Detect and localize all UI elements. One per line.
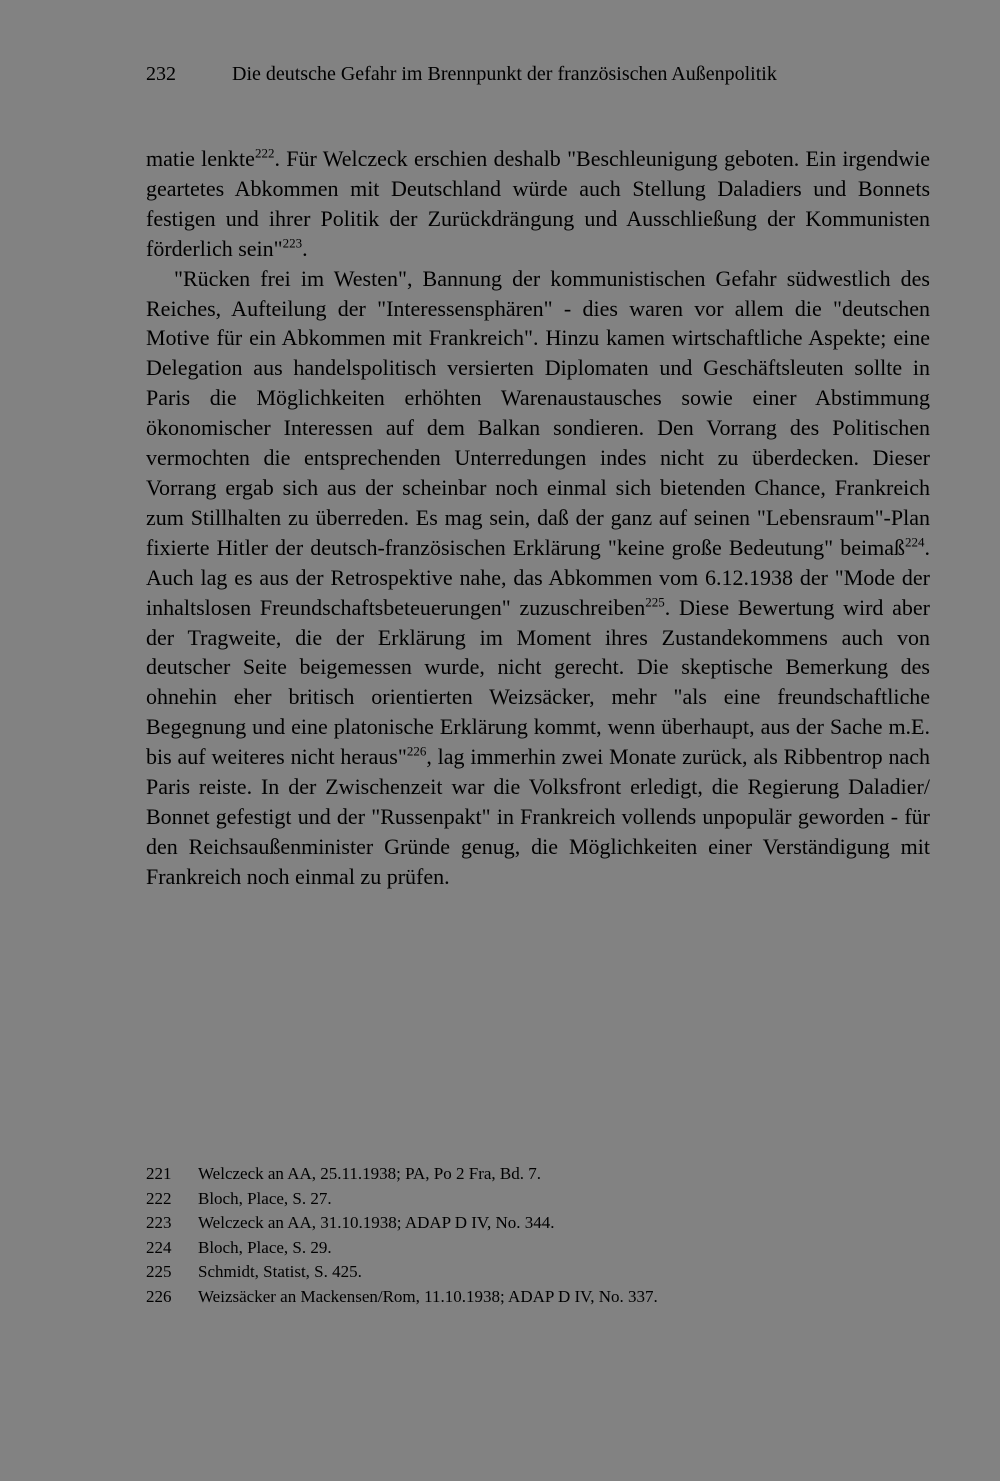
paragraph-2-text-c: . Diese Bewertung wird aber der Tragweite, die der Erklärung im Moment ihres Zustandekommens auch von deutscher Seite beigemessen wurde, nicht gerecht. Die skeptische Bemerkung des ohnehin eher britisch orientierten Weizsäcker, mehr "als eine freundschaftliche Begegnung und eine platonische Erklärung kommt, wenn überhaupt, aus der Sache m.E. bis auf weiteres nicht heraus" bbox=[146, 594, 930, 770]
footnote-text: Welczeck an AA, 31.10.1938; ADAP D IV, No. 344. bbox=[198, 1213, 555, 1232]
footnote-text: Bloch, Place, S. 27. bbox=[198, 1188, 332, 1208]
footnote-number: 226 bbox=[146, 1286, 172, 1306]
paragraph-2-text-d: , lag immerhin zwei Monate zurück, als Ribbentrop nach Paris reiste. In der Zwischenzeit war die Volksfront erledigt, die Regierung Daladier/ Bonnet gefestigt und der "Russenpakt" in Frankreich vollends unpopulär geworden - für den Reichsaußenminister Gründe genug, die Möglichkeiten einer Verständigung mit Frankreich noch einmal zu prüfen. bbox=[146, 744, 930, 889]
paragraph-2-text-b: . Auch lag es aus der Retrospektive nahe, das Abkommen vom 6.12.1938 der "Mode der inhaltslosen Freundschaftsbeteuerungen" zuzuschreiben bbox=[146, 534, 930, 620]
footnote-number: 224 bbox=[146, 1237, 172, 1257]
footnote-ref-226[interactable]: 226 bbox=[406, 743, 427, 759]
paragraph-1-text-c: . bbox=[302, 235, 308, 261]
body-text bbox=[146, 144, 930, 892]
footnote-ref-225[interactable]: 225 bbox=[645, 594, 665, 610]
running-header bbox=[146, 60, 936, 88]
footnote-text: Welczeck an AA, 25.11.1938; PA, Po 2 Fra, Bd. 7. bbox=[198, 1164, 542, 1183]
paragraph-1-text-b: . Für Welczeck erschien deshalb "Beschleunigung geboten. Ein irgendwie geartetes Abkommen mit Deutschland würde auch Stellung Daladiers und Bonnets festigen und ihrer Politik der Zurückdrängung und Ausschließung der Kommunisten förderlich sein" bbox=[146, 146, 930, 261]
footnote-number: 223 bbox=[146, 1213, 172, 1232]
footnote bbox=[146, 1236, 936, 1261]
footnote-text: Schmidt, Statist, S. 425. bbox=[198, 1262, 362, 1281]
footnote bbox=[146, 1285, 936, 1310]
footnote bbox=[146, 1162, 936, 1187]
footnote bbox=[146, 1211, 936, 1236]
page-number: 232 bbox=[146, 63, 176, 85]
footnotes bbox=[146, 1162, 936, 1309]
footnote-ref-223[interactable]: 223 bbox=[282, 235, 303, 251]
footnote-ref-222[interactable]: 222 bbox=[254, 145, 275, 161]
paragraph-1-text-a: matie lenkte bbox=[146, 146, 255, 171]
footnote-number: 222 bbox=[146, 1188, 172, 1208]
paragraph-2-text-a: "Rücken frei im Westen", Bannung der kommunistischen Gefahr südwestlich des Reiches, Aufteilung der "Interessensphären" - dies waren vor allem die "deutschen Motive für ein Abkommen mit Frankreich". Hinzu kamen wirtschaftliche Aspekte; eine Delegation aus handelspolitisch versierten Diplomaten und Geschäftsleuten sollte in Paris die Möglichkeiten erhöhten Warenaustausches sowie einer Abstimmung ökonomischer Interessen auf dem Balkan sondieren. Den Vorrang des Politischen vermochten die entsprechenden Unterredungen indes nicht zu überdecken. Dieser Vorrang ergab sich aus der scheinbar noch einmal sich bietenden Chance, Frankreich zum Stillhalten zu überreden. Es mag sein, daß der ganz auf seinen "Lebensraum"-Plan fixierte Hitler der deutsch-französischen Erklärung "keine große Bedeutung" beimaß bbox=[146, 265, 930, 560]
running-title: Die deutsche Gefahr im Brennpunkt der französischen Außenpolitik bbox=[232, 63, 777, 85]
footnote-text: Weizsäcker an Mackensen/Rom, 11.10.1938; ADAP D IV, No. 337. bbox=[198, 1286, 658, 1306]
paragraph-1 bbox=[146, 144, 930, 264]
footnote-number: 221 bbox=[146, 1164, 172, 1183]
footnote-text: Bloch, Place, S. 29. bbox=[198, 1237, 332, 1257]
paragraph-2 bbox=[146, 264, 930, 892]
footnote bbox=[146, 1187, 936, 1212]
footnote-number: 225 bbox=[146, 1262, 172, 1281]
footnote-ref-224[interactable]: 224 bbox=[905, 534, 925, 550]
footnote bbox=[146, 1260, 936, 1285]
